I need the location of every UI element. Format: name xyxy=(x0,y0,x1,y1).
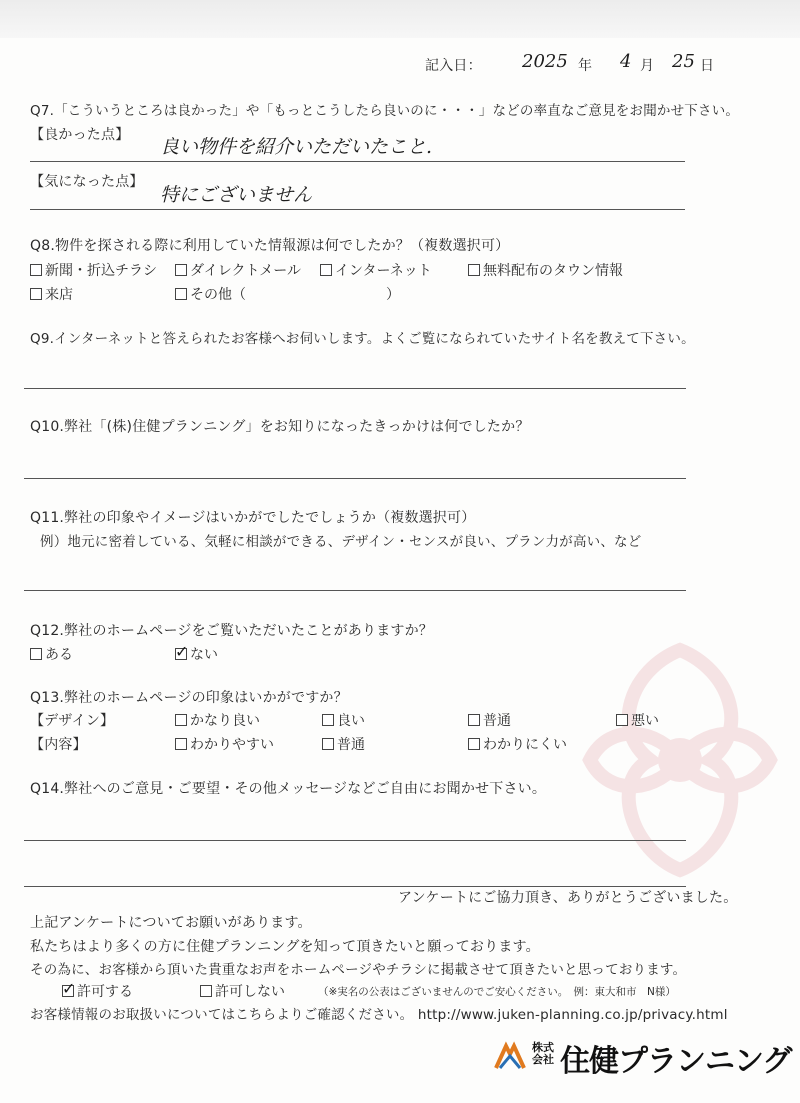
q13-design-bad[interactable]: 悪い xyxy=(616,710,659,730)
checkbox[interactable] xyxy=(616,714,628,726)
answer-line xyxy=(30,161,685,162)
q8-option-newspaper[interactable]: 新聞・折込チラシ xyxy=(30,260,157,280)
date-month: 4 xyxy=(620,51,632,72)
q8-question: Q8.物件を探される際に利用していた情報源は何でしたか？（複数選択可） xyxy=(30,238,510,254)
q13-content-label: 【内容】 xyxy=(30,737,87,753)
q7-concern-answer: 特にございません xyxy=(160,184,313,206)
decorative-emblem-watermark xyxy=(570,630,790,890)
answer-line[interactable] xyxy=(24,388,686,389)
permission-deny[interactable]: 許可しない xyxy=(200,981,285,1001)
answer-line[interactable] xyxy=(24,840,686,841)
anonymity-note: （※実名の公表はございませんのでご安心ください。 例：東大和市 N様） xyxy=(318,986,676,998)
checkbox[interactable] xyxy=(175,714,187,726)
q8-option-visit[interactable]: 来店 xyxy=(30,284,73,304)
logo-company-name: 住健プランニング xyxy=(560,1044,792,1079)
q8-option-other[interactable]: その他（ xyxy=(175,284,246,304)
q13-question: Q13.弊社のホームページの印象はいかがですか？ xyxy=(30,690,348,706)
q12-option-no[interactable]: ✓ ない xyxy=(175,644,218,664)
logo-corporate-prefix: 株式 会社 xyxy=(532,1041,554,1066)
checkbox[interactable] xyxy=(175,738,187,750)
date-day: 25 xyxy=(672,51,695,72)
company-logo-icon xyxy=(492,1038,528,1074)
request-line-3: その為に、お客様から頂いた貴重なお声をホームページやチラシに掲載させて頂きたいと思っております。 xyxy=(30,962,687,978)
q13-design-normal[interactable]: 普通 xyxy=(468,710,511,730)
date-label: 記入日： xyxy=(425,58,482,74)
q8-option-town-info[interactable]: 無料配布のタウン情報 xyxy=(468,260,623,280)
q7-question: Q7.「こういうところは良かった」や「もっとこうしたら良いのに・・・」などの率直なご意見をお聞かせ下さい。 xyxy=(30,103,740,119)
checkbox[interactable] xyxy=(468,264,480,276)
checkbox[interactable] xyxy=(320,264,332,276)
q8-option-internet[interactable]: インターネット xyxy=(320,260,432,280)
date-month-unit: 月 xyxy=(640,58,655,74)
request-line-2: 私たちはより多くの方に住健プランニングを知って頂きたいと願っております。 xyxy=(30,939,540,955)
checkbox[interactable] xyxy=(200,985,212,997)
q13-design-label: 【デザイン】 xyxy=(30,713,115,729)
checkbox[interactable] xyxy=(322,738,334,750)
q7-good-label: 【良かった点】 xyxy=(30,127,130,143)
answer-line[interactable] xyxy=(24,590,686,591)
checkbox[interactable] xyxy=(468,714,480,726)
checkbox[interactable] xyxy=(468,738,480,750)
q8-option-other-close: ） xyxy=(386,287,400,303)
checkbox[interactable] xyxy=(30,648,42,660)
q12-option-yes[interactable]: ある xyxy=(30,644,73,664)
checkbox[interactable] xyxy=(175,288,187,300)
date-day-unit: 日 xyxy=(700,58,715,74)
date-year-unit: 年 xyxy=(578,58,593,74)
q14-question: Q14.弊社へのご意見・ご要望・その他メッセージなどご自由にお聞かせ下さい。 xyxy=(30,781,547,797)
checkbox[interactable] xyxy=(30,264,42,276)
q11-example: 例）地元に密着している、気軽に相談ができる、デザイン・センスが良い、プラン力が高い、など xyxy=(40,534,642,550)
checkbox-checked[interactable] xyxy=(62,985,74,997)
q8-option-direct-mail[interactable]: ダイレクトメール xyxy=(175,260,301,280)
q13-content-easy[interactable]: わかりやすい xyxy=(175,734,274,754)
answer-line xyxy=(30,209,685,210)
q9-question: Q9.インターネットと答えられたお客様へお伺いします。よくご覧になられていたサイト名を教えて下さい。 xyxy=(30,331,695,347)
request-line-1: 上記アンケートについてお願いがあります。 xyxy=(30,915,312,931)
permission-allow[interactable]: ✓許可する xyxy=(62,981,133,1001)
q11-question: Q11.弊社の印象やイメージはいかがでしたでしょうか（複数選択可） xyxy=(30,510,476,526)
q7-concern-label: 【気になった点】 xyxy=(30,174,144,190)
q13-design-very-good[interactable]: かなり良い xyxy=(175,710,260,730)
checkbox[interactable] xyxy=(175,264,187,276)
scan-shadow-band xyxy=(0,0,800,38)
q13-content-normal[interactable]: 普通 xyxy=(322,734,365,754)
q7-good-answer: 良い物件を紹介いただいたこと. xyxy=(160,136,433,158)
q12-question: Q12.弊社のホームページをご覧いただいたことがありますか？ xyxy=(30,623,434,639)
checkbox[interactable] xyxy=(322,714,334,726)
q13-content-hard[interactable]: わかりにくい xyxy=(468,734,567,754)
q13-design-good[interactable]: 良い xyxy=(322,710,365,730)
answer-line[interactable] xyxy=(24,478,686,479)
checkbox-checked[interactable] xyxy=(175,648,187,660)
privacy-notice: お客様情報のお取扱いについてはこちらよりご確認ください。 http://www.juken-planning.co.jp/privacy.html xyxy=(30,1007,728,1023)
thanks-message: アンケートにご協力頂き、ありがとうございました。 xyxy=(398,890,738,906)
q10-question: Q10.弊社「(株)住健プランニング」をお知りになったきっかけは何でしたか？ xyxy=(30,419,530,435)
date-year: 2025 xyxy=(522,51,568,72)
checkbox[interactable] xyxy=(30,288,42,300)
